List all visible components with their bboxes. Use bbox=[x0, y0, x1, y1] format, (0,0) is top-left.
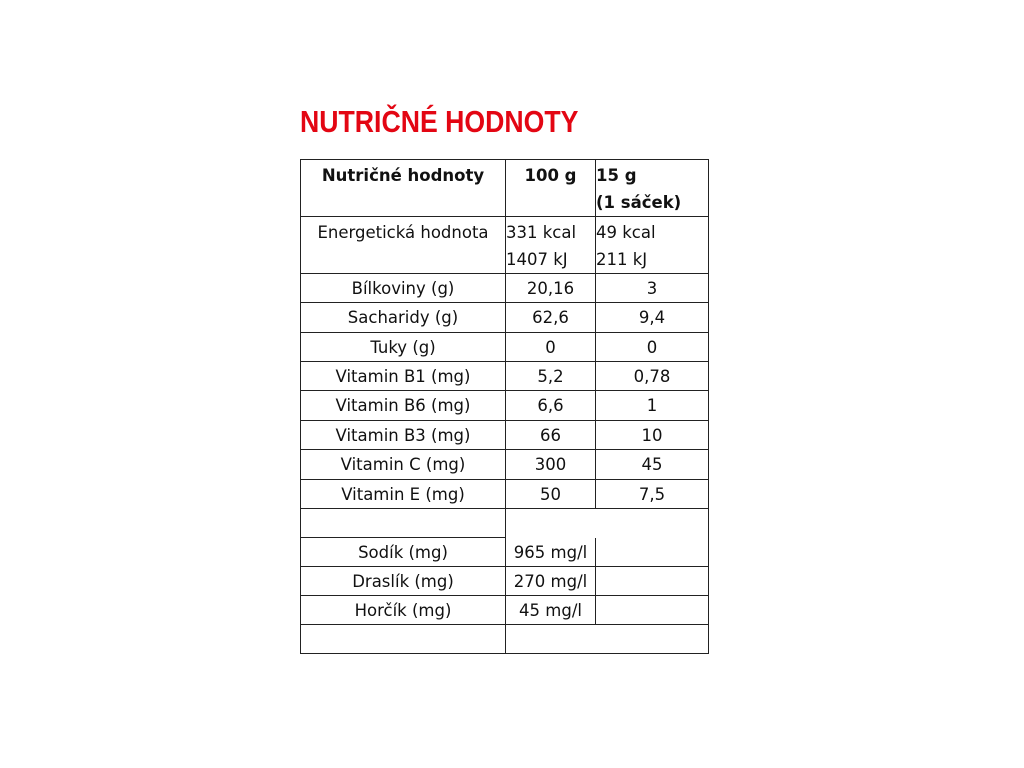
row-value-15g: 0,78 bbox=[633, 366, 671, 386]
row-value-100g: 6,6 bbox=[537, 396, 564, 415]
header-15g-sachet: (1 sáček) bbox=[596, 193, 682, 212]
mineral-value: 965 mg/l bbox=[513, 542, 588, 562]
energy-15g bbox=[596, 217, 708, 273]
energy-100g-kcal: 331 kcal bbox=[506, 223, 577, 242]
row-value-15g: 9,4 bbox=[638, 308, 666, 327]
row-label: Vitamin B6 (mg) bbox=[335, 396, 471, 415]
row-value-15g: 1 bbox=[646, 396, 658, 415]
page-title: NUTRIČNÉ HODNOTY bbox=[300, 104, 579, 139]
row-value-100g: 5,2 bbox=[537, 366, 564, 386]
row-value-15g: 10 bbox=[641, 425, 663, 445]
row-label: Sacharidy (g) bbox=[347, 308, 459, 327]
row-label: Vitamin C (mg) bbox=[340, 455, 466, 474]
header-15g-amount: 15 g bbox=[596, 166, 637, 185]
energy-label: Energetická hodnota bbox=[317, 223, 489, 242]
row-label: Tuky (g) bbox=[370, 337, 436, 357]
energy-100g-kj: 1407 kJ bbox=[506, 250, 568, 269]
mineral-label: Horčík (mg) bbox=[354, 600, 452, 620]
energy-100g bbox=[506, 217, 595, 273]
row-label: Vitamin E (mg) bbox=[341, 484, 465, 504]
energy-15g-kcal: 49 kcal bbox=[596, 223, 656, 242]
row-value-100g: 50 bbox=[540, 484, 561, 504]
row-value-15g: 7,5 bbox=[638, 484, 666, 504]
mineral-label: Draslík (mg) bbox=[352, 571, 454, 591]
header-15g bbox=[596, 160, 708, 216]
row-label: Bílkoviny (g) bbox=[351, 278, 455, 298]
row-value-100g: 66 bbox=[540, 425, 561, 445]
nutrition-table bbox=[300, 159, 709, 654]
row-value-100g: 0 bbox=[545, 337, 556, 357]
row-value-15g: 45 bbox=[641, 455, 663, 474]
row-label: Vitamin B1 (mg) bbox=[335, 366, 471, 386]
energy-15g-kj: 211 kJ bbox=[596, 250, 648, 269]
row-value-15g: 3 bbox=[646, 278, 658, 298]
mineral-label: Sodík (mg) bbox=[358, 542, 448, 562]
mineral-value: 270 mg/l bbox=[513, 571, 588, 591]
row-value-100g: 20,16 bbox=[526, 278, 575, 298]
row-value-100g: 62,6 bbox=[532, 308, 569, 327]
row-label: Vitamin B3 (mg) bbox=[335, 425, 471, 445]
row-value-100g: 300 bbox=[534, 455, 567, 474]
header-100g: 100 g bbox=[524, 166, 577, 185]
mineral-value: 45 mg/l bbox=[519, 600, 582, 620]
header-nutrient: Nutričné hodnoty bbox=[321, 166, 485, 185]
row-value-15g: 0 bbox=[646, 337, 658, 357]
